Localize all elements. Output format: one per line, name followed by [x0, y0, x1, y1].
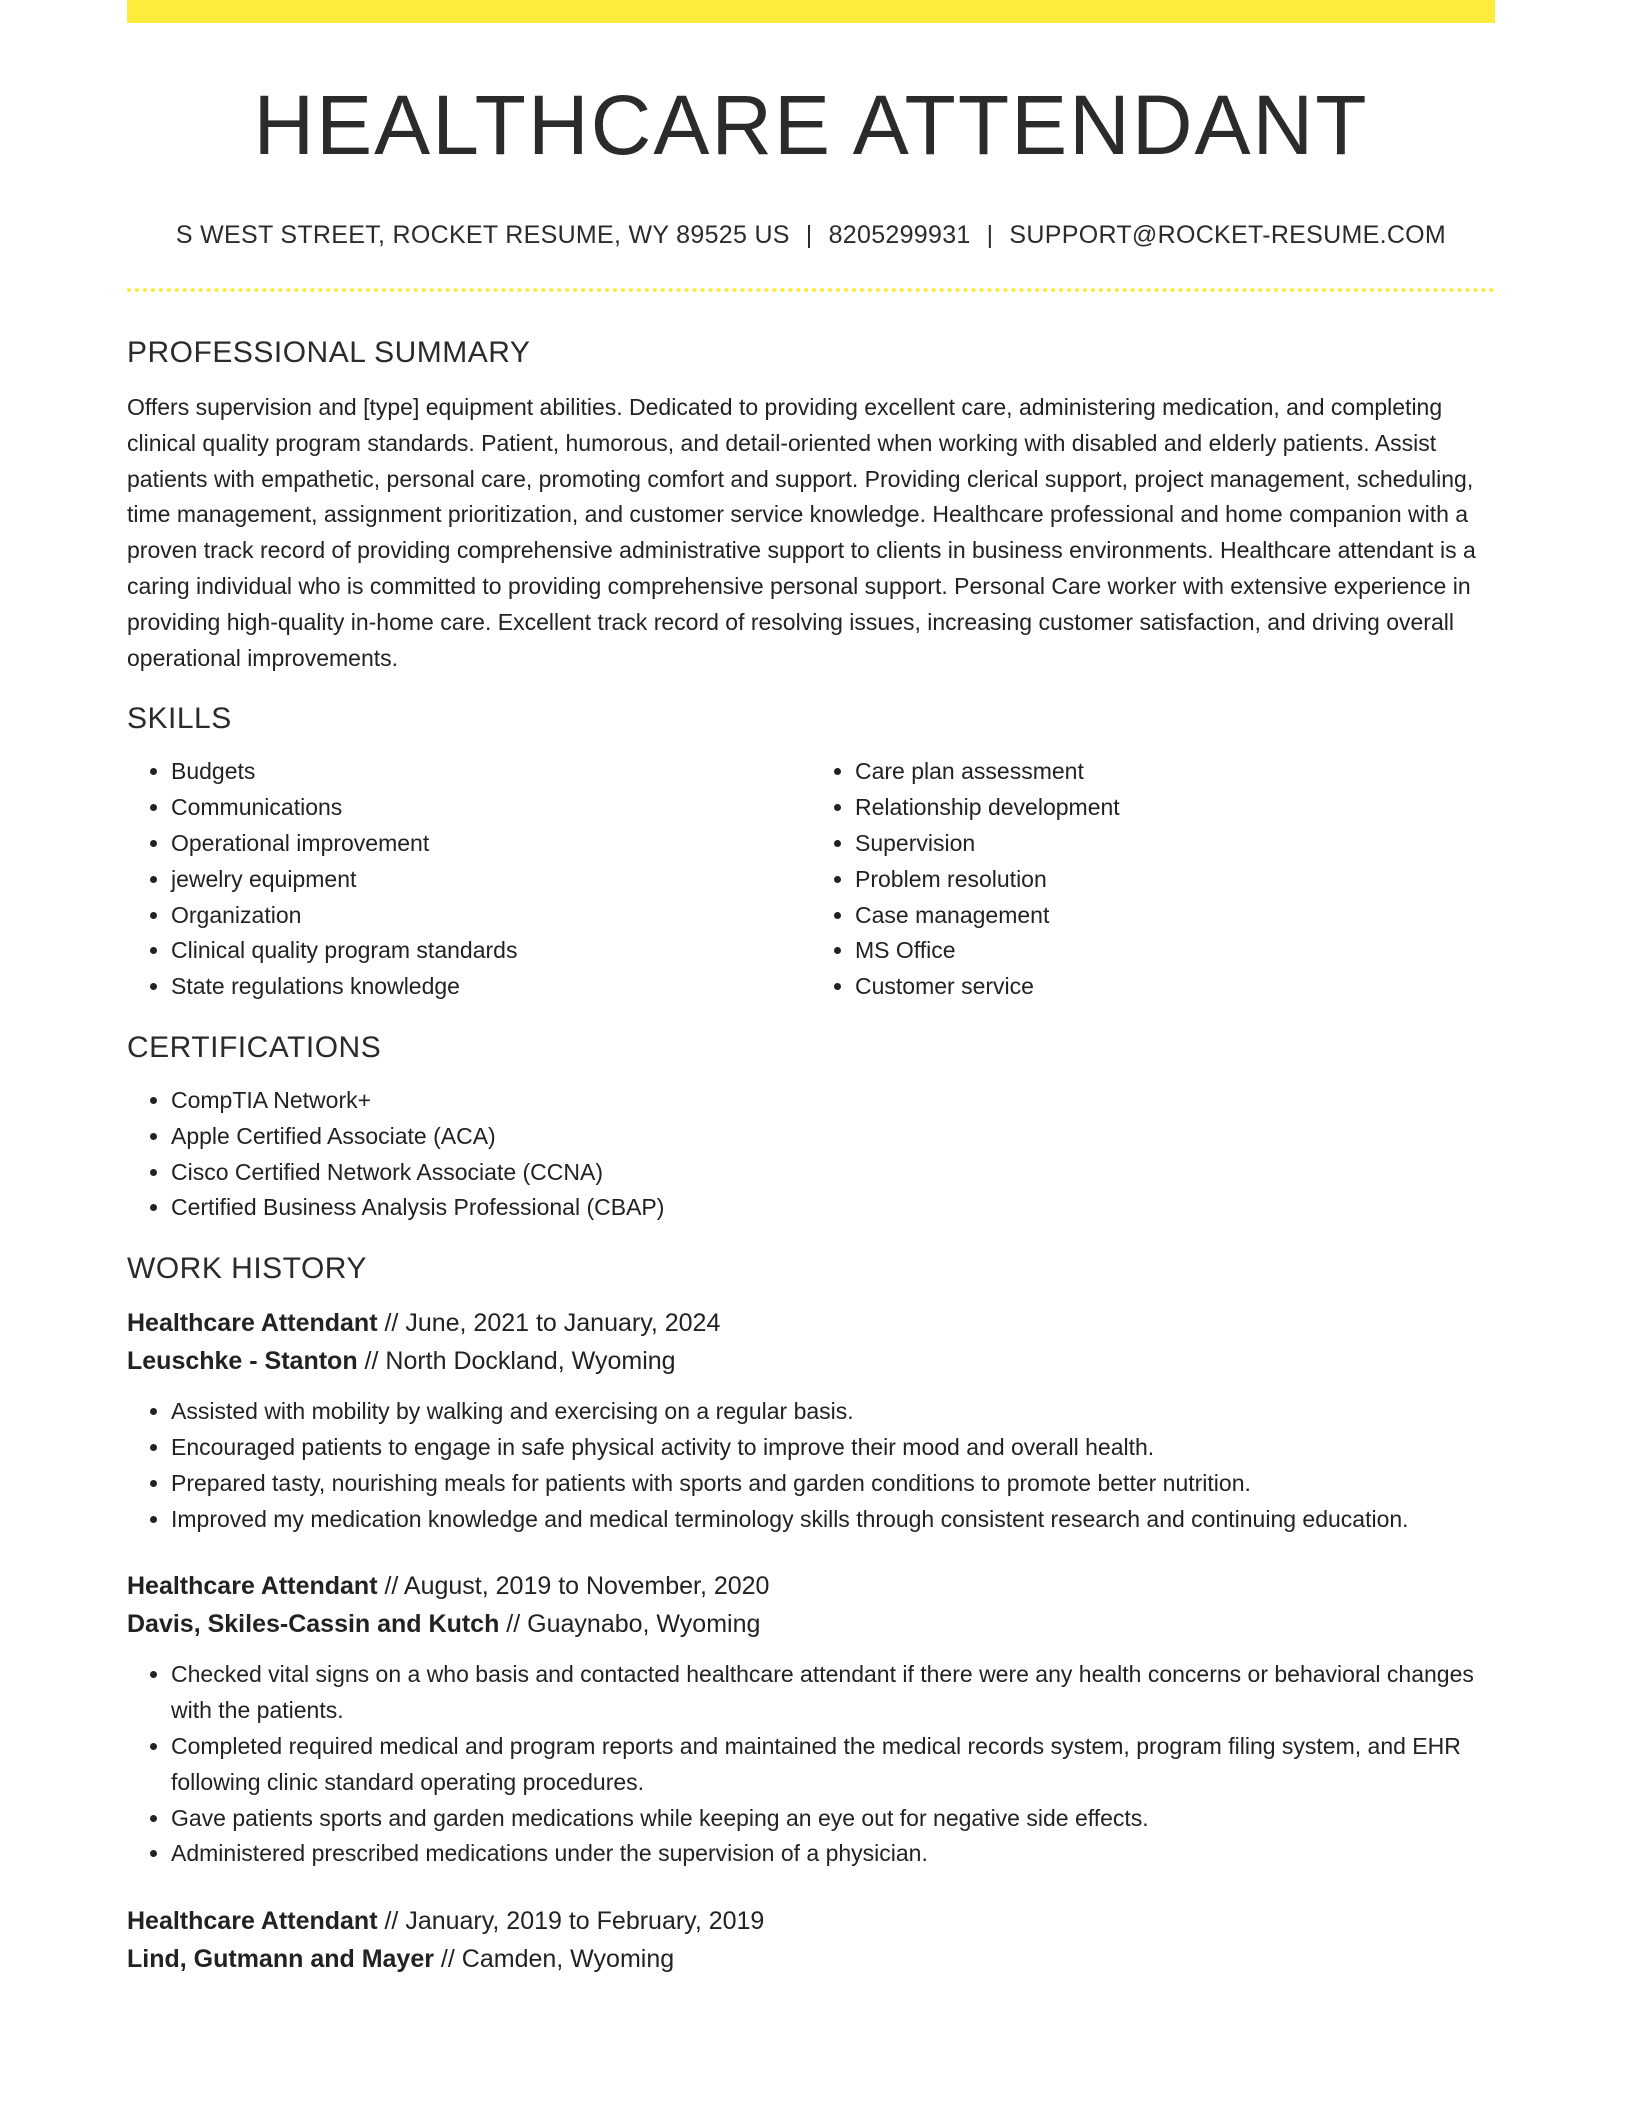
- job-divider: //: [377, 1572, 404, 1601]
- job-title-line: [127, 1304, 1495, 1342]
- skill-item: • Operational improvement: [171, 826, 811, 862]
- job-title-line: [127, 1902, 1495, 1940]
- job-role: Healthcare Attendant: [127, 1572, 378, 1601]
- job-bullet: • Encouraged patients to engage in safe physical activity to improve their mood and overall health.: [171, 1430, 1495, 1466]
- job-company: Leuschke - Stanton: [127, 1347, 358, 1376]
- job-bullet: • Gave patients sports and garden medications while keeping an eye out for negative side effects.: [171, 1801, 1495, 1837]
- job-location: Guaynabo, Wyoming: [527, 1610, 761, 1639]
- skills-columns: [127, 754, 1495, 1005]
- certifications-list: [127, 1083, 1495, 1226]
- skill-item: • Customer service: [855, 969, 1495, 1005]
- job-bullet: • Administered prescribed medications under the supervision of a physician.: [171, 1836, 1495, 1872]
- work-history-heading: WORK HISTORY: [127, 1252, 367, 1286]
- top-accent-bar: [127, 0, 1495, 23]
- contact-address: S WEST STREET, ROCKET RESUME, WY 89525 US: [175, 221, 790, 249]
- dotted-divider: [127, 288, 1495, 292]
- job-entry: [127, 1567, 1495, 1872]
- job-entry: [127, 1304, 1495, 1537]
- job-divider: //: [377, 1907, 406, 1936]
- contact-phone: 8205299931: [828, 221, 971, 249]
- certifications-heading: CERTIFICATIONS: [127, 1030, 382, 1064]
- resume-name: HEALTHCARE ATTENDANT: [253, 78, 1369, 172]
- skill-item: • Communications: [171, 790, 811, 826]
- job-dates: January, 2019 to February, 2019: [405, 1907, 765, 1936]
- contact-email: SUPPORT@ROCKET-RESUME.COM: [1009, 221, 1447, 249]
- skill-item: • Clinical quality program standards: [171, 933, 811, 969]
- contact-separator: |: [986, 221, 994, 249]
- skill-item: • Supervision: [855, 826, 1495, 862]
- resume-page: [127, 0, 1495, 1978]
- skill-item: • Budgets: [171, 754, 811, 790]
- job-divider: //: [499, 1610, 528, 1639]
- job-location: Camden, Wyoming: [461, 1945, 675, 1974]
- certification-item: • Apple Certified Associate (ACA): [171, 1119, 1495, 1155]
- skill-item: • MS Office: [855, 933, 1495, 969]
- job-bullets: [127, 1394, 1495, 1537]
- job-role: Healthcare Attendant: [127, 1907, 378, 1936]
- job-company-line: [127, 1940, 1495, 1978]
- certification-item: • CompTIA Network+: [171, 1083, 1495, 1119]
- job-bullets: [127, 1657, 1495, 1872]
- job-dates: August, 2019 to November, 2020: [403, 1572, 770, 1601]
- job-divider: //: [433, 1945, 462, 1974]
- skill-item: • State regulations knowledge: [171, 969, 811, 1005]
- job-location: North Dockland, Wyoming: [385, 1347, 676, 1376]
- certification-item: • Certified Business Analysis Professional (CBAP): [171, 1190, 1495, 1226]
- skills-left-list: [127, 754, 811, 1005]
- skills-right-list: [811, 754, 1495, 1005]
- job-company-line: [127, 1342, 1495, 1380]
- certification-item: • Cisco Certified Network Associate (CCNA): [171, 1155, 1495, 1191]
- job-company-line: [127, 1605, 1495, 1643]
- job-company: Davis, Skiles-Cassin and Kutch: [127, 1610, 500, 1639]
- skills-heading: SKILLS: [127, 702, 232, 736]
- job-divider: //: [357, 1347, 386, 1376]
- summary-text: Offers supervision and [type] equipment abilities. Dedicated to providing excellent care, administering medication, and completing clinical quality program standards. Patient, humorous, and detail-oriented when working with disabled and elderly patients. Assist patients with empathetic, personal care, promoting comfort and support. Providing clerical support, project management, scheduling, time management, assignment prioritization, and customer service knowledge. Healthcare professional and home companion with a proven track record of providing comprehensive administrative support to clients in business environments. Healthcare attendant is a caring individual who is committed to providing comprehensive personal support. Personal Care worker with extensive experience in providing high-quality in-home care. Excellent track record of resolving issues, increasing customer satisfaction, and driving overall operational improvements.: [127, 394, 1476, 671]
- job-company: Lind, Gutmann and Mayer: [127, 1945, 434, 1974]
- contact-line: [127, 221, 1495, 250]
- skill-item: • Case management: [855, 898, 1495, 934]
- skill-item: • Relationship development: [855, 790, 1495, 826]
- skill-item: • jewelry equipment: [171, 862, 811, 898]
- job-bullet: • Prepared tasty, nourishing meals for patients with sports and garden conditions to promote better nutrition.: [171, 1466, 1495, 1502]
- job-bullet: • Completed required medical and program reports and maintained the medical records system, program filing system, and EHR following clinic standard operating procedures.: [171, 1729, 1495, 1801]
- skill-item: • Problem resolution: [855, 862, 1495, 898]
- job-bullet: • Assisted with mobility by walking and exercising on a regular basis.: [171, 1394, 1495, 1430]
- skill-item: • Care plan assessment: [855, 754, 1495, 790]
- contact-separator: |: [805, 221, 813, 249]
- summary-heading: PROFESSIONAL SUMMARY: [127, 336, 531, 369]
- job-bullet: • Improved my medication knowledge and medical terminology skills through consistent research and continuing education.: [171, 1502, 1495, 1538]
- job-dates: June, 2021 to January, 2024: [405, 1309, 721, 1338]
- job-role: Healthcare Attendant: [127, 1309, 378, 1338]
- job-bullet: • Checked vital signs on a who basis and contacted healthcare attendant if there were any health concerns or behavioral changes with the patients.: [171, 1657, 1495, 1729]
- job-entry: [127, 1902, 1495, 1978]
- skill-item: • Organization: [171, 898, 811, 934]
- job-title-line: [127, 1567, 1495, 1605]
- job-divider: //: [377, 1309, 406, 1338]
